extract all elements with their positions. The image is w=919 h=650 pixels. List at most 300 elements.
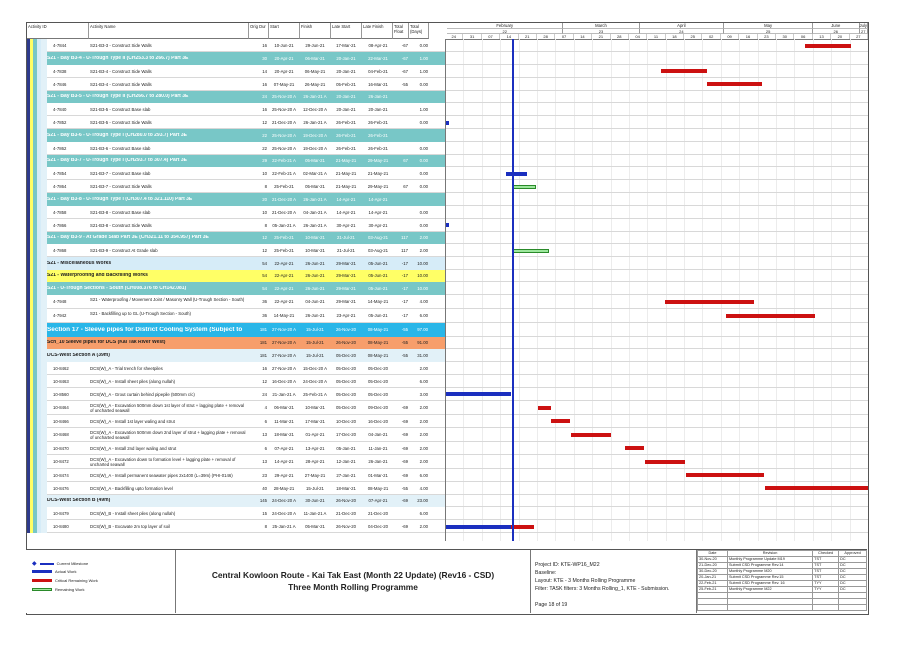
- cell-tf: -69: [401, 445, 408, 451]
- activity-row[interactable]: [27, 309, 868, 323]
- cell-tt: 2.00: [419, 418, 428, 424]
- wbs-level-band: [27, 116, 47, 129]
- cell-st: 07-Apr-21: [274, 445, 294, 451]
- activity-row[interactable]: [27, 219, 868, 232]
- activity-row[interactable]: [27, 375, 868, 388]
- cell-tt: 10.00: [417, 285, 428, 291]
- cell-name: S21-B3-8 - Construct Side Walls: [90, 222, 152, 228]
- cell-ls: 14-Apr-21: [336, 209, 356, 215]
- cell-od: 10: [262, 171, 267, 176]
- cell-od: 36: [262, 313, 267, 318]
- actual-bar[interactable]: [445, 392, 511, 396]
- cell-st: 25-Nov-20 A: [272, 132, 296, 138]
- cell-st: 22-Apr-21: [274, 285, 294, 291]
- cell-name: DCS-West Section B (49m): [47, 498, 111, 504]
- cell-fn: 26-Jun-21: [305, 313, 325, 318]
- cell-lf: 04-Dec-20: [367, 524, 389, 529]
- cell-fn: 17-Mar-21: [305, 418, 325, 424]
- legend-remaining: [32, 587, 85, 592]
- cell-st: 25-Feb-21: [274, 235, 294, 241]
- critical-bar[interactable]: [625, 446, 644, 450]
- cell-tt: 23.00: [417, 498, 428, 504]
- cell-ls: 29-Mar-21: [336, 299, 356, 304]
- cell-id: 4-7854: [53, 171, 67, 176]
- cell-st: 11-Mar-21: [274, 418, 294, 424]
- cell-st: 25-Nov-20 A: [272, 107, 296, 112]
- timeline-week: 25: [724, 29, 813, 34]
- revision-cell: [839, 605, 867, 611]
- cell-od: 54: [262, 260, 267, 266]
- cell-fn: 24-Dec-20 A: [303, 378, 327, 384]
- cell-od: 181: [259, 352, 267, 358]
- critical-bar[interactable]: [538, 406, 551, 410]
- revision-cell: DC: [839, 587, 867, 593]
- cell-id: 4-7840: [53, 107, 67, 112]
- cell-id: 10-8560: [53, 391, 69, 397]
- cell-st: 27-Nov-20 A: [272, 365, 296, 371]
- cell-fn: 04-Jan-21 A: [303, 209, 327, 215]
- cell-id: 4-7868: [53, 248, 67, 253]
- cell-tt: 0.00: [419, 158, 428, 164]
- activity-row[interactable]: [27, 428, 868, 442]
- cell-ls: 26-Nov-20: [335, 524, 357, 529]
- cell-lf: 21-May-21: [367, 171, 389, 176]
- remaining-bar[interactable]: [513, 185, 536, 189]
- timeline-month: July: [859, 23, 867, 28]
- cell-ls: 23-Apr-21: [336, 313, 356, 318]
- activity-row[interactable]: [27, 142, 868, 155]
- cell-fn: 13-Apr-21: [305, 445, 325, 451]
- legend-critical: [32, 578, 98, 583]
- remaining-bar[interactable]: [513, 249, 549, 253]
- header-activity-id[interactable]: Activity ID: [27, 23, 89, 39]
- activity-row[interactable]: [27, 78, 868, 91]
- cell-od: 6: [264, 418, 267, 424]
- cell-tt: 97.00: [417, 327, 428, 332]
- wbs-level-band: [27, 257, 47, 270]
- critical-bar[interactable]: [765, 486, 868, 490]
- activity-row[interactable]: [27, 244, 868, 257]
- cell-od: 15: [262, 511, 267, 516]
- cell-tf: -17: [401, 313, 408, 318]
- cell-od: 12: [262, 235, 267, 241]
- critical-bar[interactable]: [661, 69, 708, 73]
- critical-bar[interactable]: [805, 44, 852, 48]
- timeline-day: 28: [611, 34, 629, 39]
- cell-st: 24-Dec-20 A: [272, 511, 296, 516]
- header-late-finish[interactable]: Late Finish: [362, 23, 393, 39]
- activity-row[interactable]: [27, 116, 868, 129]
- activity-row[interactable]: [27, 39, 868, 52]
- cell-tt: 0.00: [419, 120, 428, 125]
- wbs-row[interactable]: [27, 495, 868, 508]
- cell-st: 21-Jan-21 A: [272, 391, 296, 397]
- cell-fn: 05-Mar-21: [305, 158, 325, 164]
- cell-fn: 26-May-21: [304, 81, 326, 87]
- cell-lf: 14-May-21: [367, 299, 389, 304]
- revision-cell: 21-Dec-20: [698, 563, 728, 569]
- timeline-day: 24: [445, 34, 463, 39]
- critical-work-swatch: [32, 579, 52, 582]
- wbs-level-band: [27, 295, 47, 309]
- critical-bar[interactable]: [571, 433, 611, 437]
- cell-od: 8: [264, 184, 267, 189]
- cell-tt: 1.00: [419, 55, 428, 61]
- cell-tt: 2.00: [419, 445, 428, 451]
- cell-name: S21 - U-Trough Sections - South (CH008.376 to CH142.081): [47, 285, 187, 291]
- revision-cell: Submit CSD Programme Rev.15: [727, 575, 812, 581]
- cell-st: 21-Dec-20 A: [272, 196, 296, 202]
- cell-name: Sch_10 Sleeve pipes for DCS (Kai Tak River West): [47, 340, 166, 346]
- timeline-day: 21: [592, 34, 610, 39]
- cell-od: 145: [259, 498, 267, 504]
- timeline-week: 26: [813, 29, 860, 34]
- cell-lf: 20-Jan-21: [368, 107, 388, 112]
- cell-ls: 21-May-21: [335, 184, 357, 189]
- cell-name: S21-B3-8 - Construct Base slab: [90, 209, 151, 215]
- cell-tt: 0.00: [419, 209, 428, 215]
- activity-row[interactable]: [27, 167, 868, 180]
- activity-row[interactable]: [27, 442, 868, 455]
- cell-id: 10-8468: [53, 432, 69, 437]
- wbs-level-band: [27, 142, 47, 155]
- cell-name: S21-B3-4 - Construct Side Walls: [90, 68, 152, 74]
- cell-fn: 06-May-21: [304, 68, 326, 74]
- cell-st: 16-Dec-20 A: [272, 378, 296, 384]
- cell-tt: 2.00: [419, 405, 428, 410]
- cell-ls: 18-Mar-21: [336, 485, 356, 491]
- revision-cell: Submit CSD Programme Rev.14: [727, 563, 812, 569]
- cell-ls: 05-Feb-21: [336, 81, 356, 87]
- cell-tf: -67: [401, 43, 408, 48]
- cell-lf: 14-Apr-21: [368, 196, 388, 202]
- cell-name: DCS(W)_A - Install sheet piles (along nullah): [90, 378, 176, 384]
- header-activity-name[interactable]: Activity Name: [89, 23, 249, 39]
- cell-st: 25-Jan-21 A: [272, 524, 296, 529]
- cell-lf: 05-Jun-21: [368, 313, 388, 318]
- cell-lf: 05-Jun-21: [368, 260, 388, 266]
- activity-row[interactable]: [27, 388, 868, 401]
- cell-od: 13: [262, 459, 267, 464]
- cell-tt: 0.00: [419, 222, 428, 228]
- wbs-level-band: [27, 482, 47, 495]
- cell-fn: 10-Mar-21: [305, 405, 325, 410]
- wbs-level-band: [27, 507, 47, 520]
- cell-name: DCS(W)_A - Install permanent seawater pipes 2x1400 (L=39m) (PHI-0146): [90, 472, 233, 478]
- wbs-level-band: [27, 349, 47, 362]
- cell-ls: 05-Jan-21: [336, 445, 356, 451]
- cell-lf: 04-Jan-21: [368, 432, 388, 437]
- activity-row[interactable]: [27, 362, 868, 375]
- revision-cell: Monthly Programme Update M19: [727, 557, 812, 563]
- header-start[interactable]: Start: [269, 23, 300, 39]
- wbs-row[interactable]: [27, 232, 868, 245]
- activity-row[interactable]: [27, 482, 868, 495]
- cell-fn: 02-Mar-21 A: [303, 171, 327, 176]
- cell-tf: -17: [401, 260, 408, 266]
- cell-tf: -17: [401, 299, 408, 304]
- cell-id: 10-8470: [53, 445, 69, 451]
- cell-id: 10-8480: [53, 524, 69, 529]
- cell-od: 8: [264, 524, 267, 529]
- activity-row[interactable]: [27, 469, 868, 482]
- wbs-level-band: [27, 193, 47, 206]
- activity-row[interactable]: [27, 415, 868, 428]
- cell-name: S21-B3-5 - Construct Base slab: [90, 107, 151, 112]
- cell-od: 40: [262, 485, 267, 491]
- cell-st: 21-Dec-20 A: [272, 120, 296, 125]
- revision-cell: Monthly Programme M20: [727, 569, 812, 575]
- cell-tt: 10.00: [417, 260, 428, 266]
- cell-st: 14-Apr-21: [274, 459, 294, 464]
- legend-milestone: [32, 560, 88, 567]
- activity-row[interactable]: [27, 65, 868, 78]
- wbs-level-band: [27, 388, 47, 401]
- cell-lf: 11-Jan-21: [368, 445, 388, 451]
- cell-name: Section 17 - Sleeve pipes for District Cooling System (Subject to: [47, 327, 243, 332]
- cell-tf: -55: [401, 485, 408, 491]
- cell-od: 12: [262, 248, 267, 253]
- critical-bar[interactable]: [686, 473, 764, 477]
- cell-tf: 117: [401, 235, 408, 241]
- activity-row[interactable]: [27, 180, 868, 193]
- revision-cell: [813, 605, 839, 611]
- activity-row[interactable]: [27, 520, 868, 533]
- cell-tt: 10.00: [417, 273, 428, 279]
- cell-ls: 10-Dec-20: [335, 418, 357, 424]
- cell-lf: 26-Feb-21: [368, 145, 388, 151]
- activity-row[interactable]: [27, 206, 868, 219]
- cell-st: 27-Nov-20 A: [272, 327, 296, 332]
- activity-row[interactable]: [27, 401, 868, 415]
- revision-cell: TST: [813, 563, 839, 569]
- cell-lf: 26-Feb-21: [368, 132, 388, 138]
- legend-actual: [32, 569, 77, 574]
- programme-subtitle: Three Month Rolling Programme: [288, 582, 418, 592]
- cell-od: 16: [262, 107, 267, 112]
- cell-id: 4-7948: [53, 299, 67, 304]
- timeline-week: 27: [860, 29, 868, 34]
- timeline-month: June: [813, 23, 860, 29]
- cell-fn: 26-Jun-21: [305, 260, 325, 266]
- timeline-day: 09: [721, 34, 739, 39]
- cell-tt: 4.00: [419, 299, 428, 304]
- cell-lf: 08-May-21: [367, 340, 389, 346]
- wbs-level-band: [27, 244, 47, 257]
- legend: [26, 550, 176, 613]
- cell-id: 10-8474: [53, 472, 69, 478]
- cell-tf: -69: [401, 432, 408, 437]
- activity-row[interactable]: [27, 295, 868, 309]
- cell-st: 28-May-21: [273, 485, 295, 491]
- cell-st: 05-Jan-21 A: [272, 222, 296, 228]
- cell-tt: 2.00: [419, 524, 428, 529]
- wbs-row[interactable]: [27, 129, 868, 142]
- cell-tt: 0.00: [419, 184, 428, 189]
- project-info: [531, 550, 697, 613]
- wbs-row[interactable]: [27, 257, 868, 270]
- cell-name: DCS(W)_A - Install 1st layer waling and strut: [90, 418, 175, 424]
- critical-bar[interactable]: [707, 82, 762, 86]
- timeline-day: 06: [794, 34, 812, 39]
- cell-name: S21 - Bay B3-5 - U-Trough Type II (CH266.7 to 280.0) Part 3E: [47, 94, 189, 100]
- cell-st: 21-Dec-20 A: [272, 209, 296, 215]
- activity-table: [27, 39, 868, 541]
- activity-row[interactable]: [27, 455, 868, 469]
- cell-lf: 03-Aug-21: [367, 235, 389, 241]
- cell-lf: 08-Apr-21: [368, 43, 388, 48]
- cell-st: 25-Nov-20 A: [272, 94, 296, 100]
- cell-lf: 05-Dec-20: [367, 378, 389, 384]
- header-late-start[interactable]: Late Start: [331, 23, 362, 39]
- wbs-level-band: [27, 78, 47, 91]
- cell-lf: 08-May-21: [367, 485, 389, 491]
- cell-tt: 2.00: [419, 432, 428, 437]
- layout: Layout: KTE - 3 Months Rolling Programme: [535, 578, 636, 584]
- cell-lf: 26-Feb-21: [368, 120, 388, 125]
- cell-name: S21-B3-7 - Construct Base slab: [90, 171, 151, 176]
- cell-od: 16: [262, 81, 267, 87]
- cell-st: 06-Mar-21: [274, 405, 294, 410]
- timeline-day: 20: [831, 34, 849, 39]
- wbs-level-band: [27, 180, 47, 193]
- wbs-row[interactable]: [27, 91, 868, 104]
- remaining-work-swatch: [32, 588, 52, 591]
- cell-od: 12: [262, 378, 267, 384]
- cell-lf: 29-May-21: [367, 158, 389, 164]
- critical-bar[interactable]: [665, 300, 754, 304]
- revision-cell: Approved: [839, 551, 867, 557]
- cell-lf: 22-Mar-21: [368, 55, 388, 61]
- critical-bar[interactable]: [645, 460, 685, 464]
- cell-fn: 26-Jan-21 A: [303, 94, 327, 100]
- cell-id: 4-7942: [53, 313, 67, 318]
- cell-id: 10-8472: [53, 459, 69, 464]
- cell-ls: 26-Nov-20: [335, 498, 357, 504]
- cell-st: 18-Mar-21: [274, 432, 294, 437]
- wbs-level-band: [27, 520, 47, 533]
- cell-fn: 15-Jul-21: [306, 340, 324, 346]
- cell-ls: 17-Dec-20: [335, 432, 357, 437]
- cell-lf: 05-Dec-20: [367, 391, 389, 397]
- cell-id: 4-7866: [53, 222, 67, 228]
- activity-row[interactable]: [27, 103, 868, 116]
- wbs-row[interactable]: [27, 52, 868, 65]
- wbs-level-band: [27, 469, 47, 482]
- cell-name: S21 - Bay B3-7 - U-Trough Type I (CH293.7 to 307.4) Part 3E: [47, 158, 187, 164]
- project-id: Project ID: KTE-WP16_M22: [535, 562, 600, 568]
- cell-tt: 6.00: [419, 511, 428, 516]
- revision-cell: 30-Nov-20: [698, 557, 728, 563]
- wbs-row[interactable]: [27, 193, 868, 206]
- revision-cell: [727, 605, 812, 611]
- cell-ls: 12-Jan-21: [336, 459, 356, 464]
- critical-bar[interactable]: [726, 314, 815, 318]
- cell-fn: 19-Dec-20 A: [303, 132, 327, 138]
- cell-name: DCS(W)_B - Install sheet piles (along nullah): [90, 511, 176, 516]
- wbs-row[interactable]: [27, 270, 868, 283]
- cell-tf: -69: [401, 498, 408, 504]
- activity-row[interactable]: [27, 507, 868, 520]
- cell-lf: 26-Jan-21: [368, 459, 388, 464]
- cell-fn: 29-Jun-21: [305, 43, 325, 48]
- actual-bar[interactable]: [506, 172, 527, 176]
- cell-fn: 26-Jan-21 A: [303, 120, 327, 125]
- cell-ls: 20-Jan-21: [336, 94, 356, 100]
- cell-od: 22: [262, 132, 267, 138]
- cell-id: 4-7862: [53, 145, 67, 151]
- cell-lf: 04-Feb-21: [368, 68, 388, 74]
- timeline-day: 11: [647, 34, 665, 39]
- cell-st: 29-Apr-21: [274, 472, 294, 478]
- cell-lf: 05-Jun-21: [368, 285, 388, 291]
- critical-bar[interactable]: [551, 419, 570, 423]
- wbs-row[interactable]: [27, 282, 868, 295]
- cell-ls: 21-Jul-21: [337, 235, 355, 241]
- cell-id: 4-7852: [53, 120, 67, 125]
- timeline-day: 30: [776, 34, 794, 39]
- cell-tf: -69: [401, 459, 408, 464]
- cell-fn: 27-May-21: [304, 472, 326, 478]
- cell-id: 4-7838: [53, 68, 67, 74]
- cell-id: 4-7864: [53, 184, 67, 189]
- cell-fn: 11-Jan-21 A: [303, 511, 327, 516]
- wbs-level-band: [27, 91, 47, 104]
- wbs-level-band: [27, 219, 47, 232]
- header-total-days[interactable]: Total (Days): [409, 23, 429, 39]
- cell-od: 24: [262, 391, 267, 397]
- header-finish[interactable]: Finish: [300, 23, 331, 39]
- cell-fn: 30-Jun-21: [305, 498, 325, 504]
- cell-st: 07-May-21: [273, 81, 295, 87]
- actual-bar[interactable]: [445, 525, 511, 529]
- wbs-level-band: [27, 155, 47, 168]
- wbs-level-band: [27, 362, 47, 375]
- programme-title: Central Kowloon Route - Kai Tak East (Month 22 Update) (Rev16 - CSD): [211, 570, 495, 580]
- cell-name: S21 - Miscellaneous Works: [47, 260, 112, 266]
- cell-name: S21-B3-7 - Construct Side Walls: [90, 184, 152, 189]
- cell-st: 14-May-21: [273, 313, 295, 318]
- revision-cell: [698, 605, 728, 611]
- cell-name: S21 - Bay B3-8 - U-Trough Type I (CH307.4 to 321.110) Part 3E: [47, 196, 193, 202]
- cell-ls: 21-May-21: [335, 158, 357, 164]
- timeline-day: 07: [555, 34, 573, 39]
- cell-id: 10-8462: [53, 365, 69, 371]
- timeline-day: 21: [519, 34, 537, 39]
- wbs-row[interactable]: [27, 337, 868, 350]
- legend-milestone-label: Current Milestone: [56, 561, 89, 566]
- wbs-row[interactable]: [27, 349, 868, 362]
- cell-name: DCS(W)_A - Excavation 500mm down 2nd layer of strut + lagging plate + removal of uncharted seawall: [90, 429, 246, 440]
- header-total-float[interactable]: Total Float: [393, 23, 409, 39]
- cell-id: 10-8463: [53, 378, 69, 384]
- cell-ls: 05-Dec-20: [335, 405, 357, 410]
- timeline-day: 13: [813, 34, 831, 39]
- critical-bar[interactable]: [511, 525, 534, 529]
- header-orig-dur[interactable]: Orig Dur: [249, 23, 269, 39]
- wbs-row[interactable]: [27, 323, 868, 337]
- wbs-row[interactable]: [27, 155, 868, 168]
- cell-fn: 10-Mar-21: [305, 235, 325, 241]
- wbs-level-band: [27, 232, 47, 245]
- cell-ls: 26-Feb-21: [336, 120, 356, 125]
- revision-cell: TST: [813, 557, 839, 563]
- cell-ls: 05-Dec-20: [335, 378, 357, 384]
- wbs-level-band: [27, 206, 47, 219]
- timeline-header: [445, 23, 868, 40]
- revision-cell: TST: [813, 575, 839, 581]
- cell-tt: 0.00: [419, 171, 428, 176]
